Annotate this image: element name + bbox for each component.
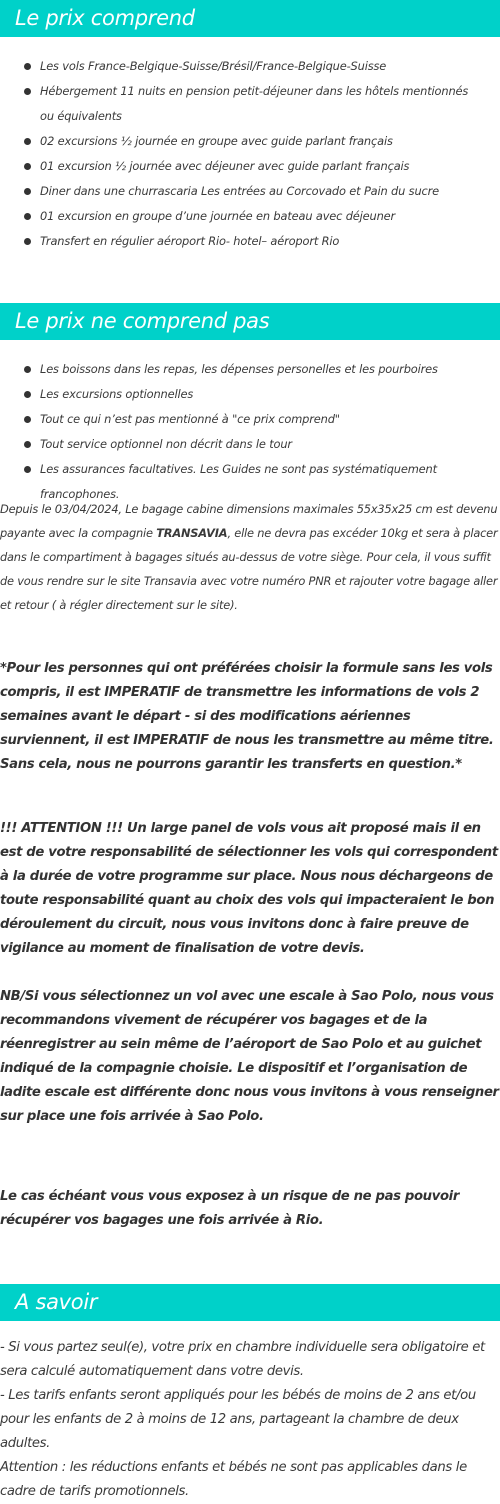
notice-flights: *Pour les personnes qui ont préférées choisir la formule sans les vols compris, il est IMPERATIF de transmettre les informations de vols 2 semaines avant le départ - si des modifications aériennes surviennent, il est IMPERATIF de nous les transmettre au même titre. Sans cela, nous ne pourrons garantir les transferts en question.* bbox=[0, 661, 494, 772]
list-item: Hébergement 11 nuits en pension petit-déjeuner dans les hôtels mentionnés ou équivalents bbox=[0, 79, 500, 129]
section-title-info: A savoir bbox=[0, 1284, 500, 1321]
list-item: 01 excursion en groupe d’une journée en bateau avec déjeuner bbox=[0, 204, 500, 229]
excludes-list bbox=[0, 357, 500, 507]
info-line: - Si vous partez seul(e), votre prix en chambre individuelle sera obligatoire et sera calculé automatiquement dans votre devis. bbox=[0, 1340, 485, 1379]
list-item: Les assurances facultatives. Les Guides ne sont pas systématiquement francophones. bbox=[0, 457, 500, 507]
baggage-note-before: Depuis le 03/04/2024, Le bagage cabine dimensions maximales 55x35x25 cm est devenu payante avec la compagnie bbox=[0, 502, 498, 540]
airline-name: TRANSAVIA bbox=[156, 526, 228, 540]
includes-list bbox=[0, 54, 500, 254]
section-title-excludes: Le prix ne comprend pas bbox=[0, 303, 500, 340]
info-line: - Les tarifs enfants seront appliqués pour les bébés de moins de 2 ans et/ou pour les enfants de 2 à moins de 12 ans, partageant la chambre de deux adultes. bbox=[0, 1388, 476, 1451]
list-item: Les vols France-Belgique-Suisse/Brésil/France-Belgique-Suisse bbox=[0, 54, 500, 79]
list-item: Transfert en régulier aéroport Rio- hotel– aéroport Rio bbox=[0, 229, 500, 254]
info-line: Attention : les réductions enfants et bébés ne sont pas applicables dans le cadre de tarifs promotionnels. bbox=[0, 1460, 467, 1499]
notice-risk: Le cas échéant vous vous exposez à un risque de ne pas pouvoir récupérer vos bagages une fois arrivée à Rio. bbox=[0, 1189, 459, 1228]
baggage-note-after: , elle ne devra pas excéder 10kg et sera à placer dans le compartiment à bagages situés au-dessus de votre siège. Pour cela, il vous suffit de vous rendre sur le site Transavia avec votre numéro PNR et rajouter votre bagage aller et retour ( à régler directement sur le site). bbox=[0, 526, 498, 612]
section-title-includes: Le prix comprend bbox=[0, 0, 500, 37]
list-item: 01 excursion ½ journée avec déjeuner avec guide parlant français bbox=[0, 154, 500, 179]
list-item: 02 excursions ½ journée en groupe avec guide parlant français bbox=[0, 129, 500, 154]
list-item: Les boissons dans les repas, les dépenses personelles et les pourboires bbox=[0, 357, 500, 382]
list-item: Diner dans une churrascaria Les entrées au Corcovado et Pain du sucre bbox=[0, 179, 500, 204]
notice-attention: !!! ATTENTION !!! Un large panel de vols vous ait proposé mais il en est de votre responsabilité de sélectionner les vols qui correspondent à la durée de votre programme sur place. Nous nous déchargeons de toute responsabilité quant au choix des vols qui impacteraient le bon déroulement du circuit, nous vous invitons donc à faire preuve de vigilance au moment de finalisation de votre devis. bbox=[0, 821, 498, 956]
info-text bbox=[0, 1336, 500, 1504]
list-item: Tout ce qui n’est pas mentionné à "ce prix comprend" bbox=[0, 407, 500, 432]
notice-stopover: NB/Si vous sélectionnez un vol avec une escale à Sao Polo, nous vous recommandons vivement de récupérer vos bagages et de la réenregistrer au sein même de l’aéroport de Sao Polo et au guichet indiqué de la compagnie choisie. Le dispositif et l’organisation de ladite escale est différente donc nous vous invitons à vous renseigner sur place une fois arrivée à Sao Polo. bbox=[0, 989, 499, 1124]
baggage-note bbox=[0, 497, 500, 617]
list-item: Les excursions optionnelles bbox=[0, 382, 500, 407]
list-item: Tout service optionnel non décrit dans le tour bbox=[0, 432, 500, 457]
